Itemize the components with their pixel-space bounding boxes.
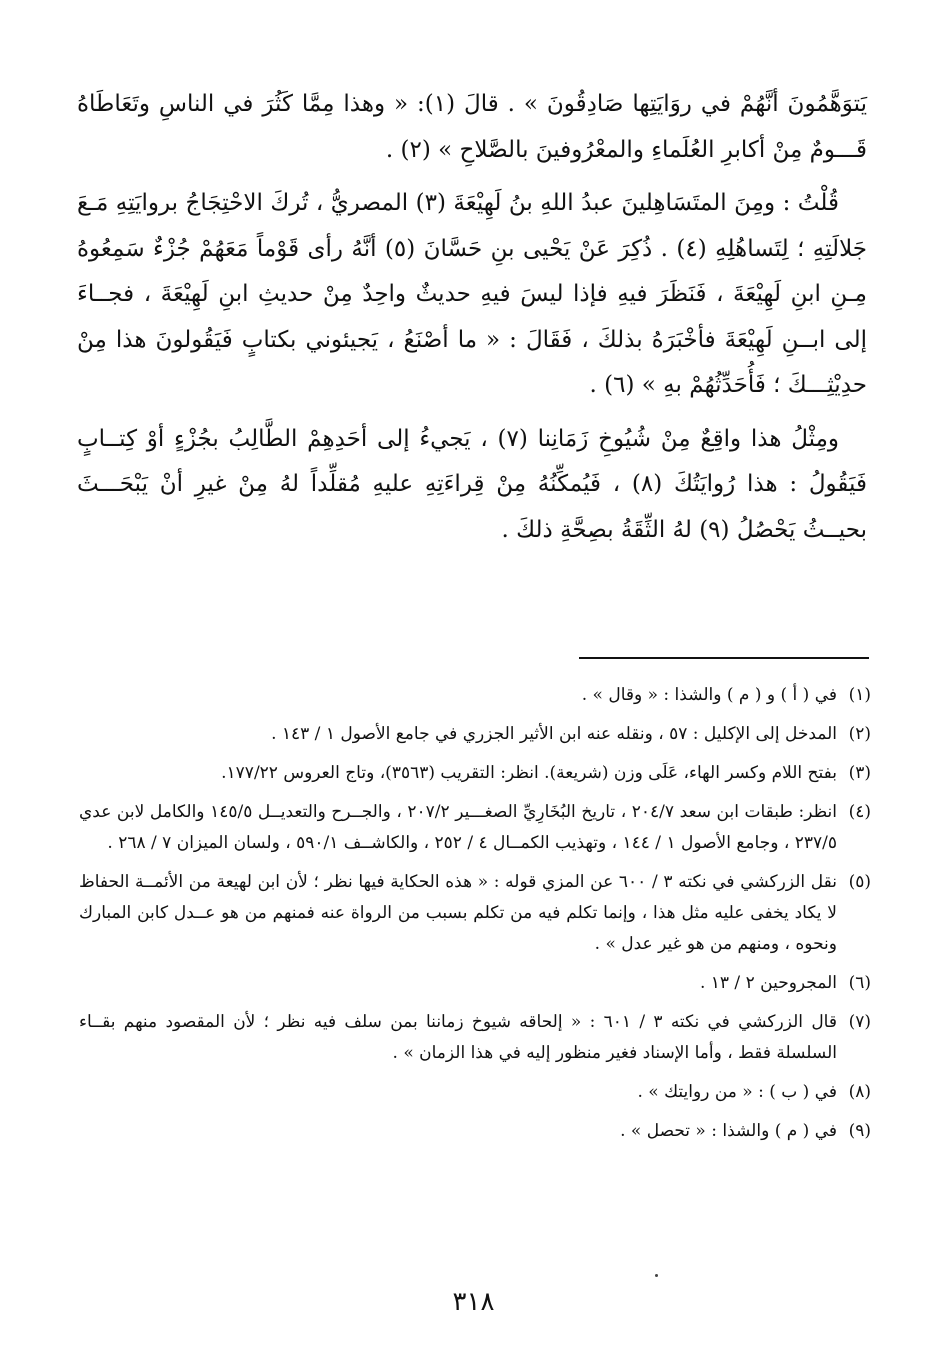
ink-speck: [655, 1274, 658, 1277]
footnote-2: [79, 719, 871, 750]
footnote-6: [79, 968, 871, 999]
footnote-number: (٨): [848, 1082, 871, 1102]
footnote-text: نقل الزركشي في نكته ٣ / ٦٠٠ عن المزي قوله : « هذه الحكاية فيها نظر ؛ لأن ابن لهيعة من الأئمــة الحفاظ لا يكاد يخفى عليه مثل هذا ، وإنما تكلم فيه من تكلم بسبب من الرواة عنه فمنهم من هو عــدل كابن المبارك ونحوه ، ومنهم من هو غير عدل » .: [79, 872, 838, 954]
footnote-number: (٣): [848, 763, 871, 783]
footnote-4: [79, 797, 871, 859]
footnote-9: [79, 1116, 871, 1147]
footnote-number: (٥): [848, 872, 871, 892]
footnote-number: (٩): [848, 1121, 871, 1141]
footnote-number: (٤): [848, 802, 871, 822]
footnote-text: المجروحين ٢ / ١٣ .: [699, 973, 837, 993]
footnote-number: (٢): [848, 724, 871, 744]
footnote-text: في ( م ) والشذا : « تحصل » .: [620, 1121, 837, 1141]
footnote-text: في ( ب ) : « من روايتك » .: [637, 1082, 837, 1102]
footnotes: [79, 680, 871, 1155]
footnote-number: (١): [848, 685, 871, 705]
footnote-5: [79, 867, 871, 960]
footnote-text: المدخل إلى الإكليل : ٥٧ ، ونقله عنه ابن الأثير الجزري في جامع الأصول ١ / ١٤٣ .: [271, 724, 837, 744]
paragraph-3: ومِثْلُ هذا واقِعٌ مِنْ شُيُوخِ زَمَانِنا (٧) ، يَجيءُ إلى أحَدِهِمْ الطَّالِبُ بجُزْءٍ أوْ كِتــابٍ فَيَقُولُ : هذا رُوايَتُكَ (٨) ، فَيُمكِّنُهُ مِنْ قِراءَتِهِ عليهِ مُقلِّداً لهُ مِنْ غيرِ أنْ يَبْحَـــثَ بحيــثُ يَحْصُلُ (٩) لهُ الثِّقَةُ بصِحَّةِ ذلكَ .: [77, 425, 867, 543]
paragraph-1: يَتوَهَّمُونَ أنَّهُمْ في روَايَتِها صَادِقُونَ » . قالَ (١): « وهذا مِمَّا كَثُرَ في الناسِ وتَعَاطَاهُ قَـــومٌ مِنْ أكابرِ العُلَماءِ والمعْرُوفينَ بالصَّلاحِ » (٢) .: [77, 91, 867, 163]
footnote-8: [79, 1077, 871, 1108]
paragraph-2: قُلْتُ : ومِنَ المتَسَاهِلينَ عبدُ اللهِ بنُ لَهِيْعَةَ (٣) المصريُّ ، تُركَ الاحْتِجَاجُ بروايَتِهِ مَـعَ جَلالَتِهِ ؛ لِتَساهُلِهِ (٤) . ذُكِرَ عَنْ يَحْيى بنِ حَسَّانَ (٥) أنَّهُ رأى قَوْماً مَعَهُمْ جُزْءٌ سَمِعُوهُ مِـنِ ابنِ لَهِيْعَةَ ، فَنَظَرَ فيهِ فإذا ليسَ فيهِ حديثٌ واحِدٌ مِنْ حديثِ ابنِ لَهِيْعَةَ ، فجــاءَ إلى ابــنِ لَهِيْعَةَ فأخْبَرَهُ بذلكَ ، فَقَالَ : « ما أصْنَعُ ، يَجيئوني بكتابٍ فَيَقُولونَ هذا مِنْ حدِيْثِـــكَ ؛ فَأُحَدِّثُهُمْ بهِ » (٦) .: [77, 190, 868, 398]
footnote-text: قال الزركشي في نكته ٣ / ٦٠١ : « إلحاقه شيوخ زماننا بمن سلف فيه نظر ؛ لأن المقصود منهم بقــاء السلسلة فقط ، وأما الإسناد فغير منظور إليه في هذا الزمان » .: [79, 1012, 837, 1063]
footnote-separator: [579, 657, 869, 659]
footnote-number: (٧): [848, 1012, 871, 1032]
footnote-number: (٦): [848, 973, 871, 993]
page-number: ٣١٨: [452, 1287, 495, 1317]
footnote-text: في ( أ ) و ( م ) والشذا : « وقال » .: [581, 685, 837, 705]
footnote-text: انظر: طبقات ابن سعد ٢٠٤/٧ ، تاريخ البُخَارِيِّ الصغـــير ٢٠٧/٢ ، والجــرح والتعديــل ١٤٥/٥ والكامل لابن عدي ٢٣٧/٥ ، وجامع الأصول ١ / ١٤٤ ، وتهذيب الكمــال ٤ / ٢٥٢ ، والكاشــف ٥٩٠/١ ، ولسان الميزان ٧ / ٢٦٨ .: [79, 802, 837, 853]
footnote-1: [79, 680, 871, 711]
main-text: [77, 82, 867, 553]
footnote-7: [79, 1007, 871, 1069]
footnote-text: بفتح اللام وكسر الهاء، عَلَى وزن (شريعة). انظر: التقريب (٣٥٦٣)، وتاج العروس ١٧٧/٢٢.: [221, 763, 837, 783]
footnote-3: [79, 758, 871, 789]
